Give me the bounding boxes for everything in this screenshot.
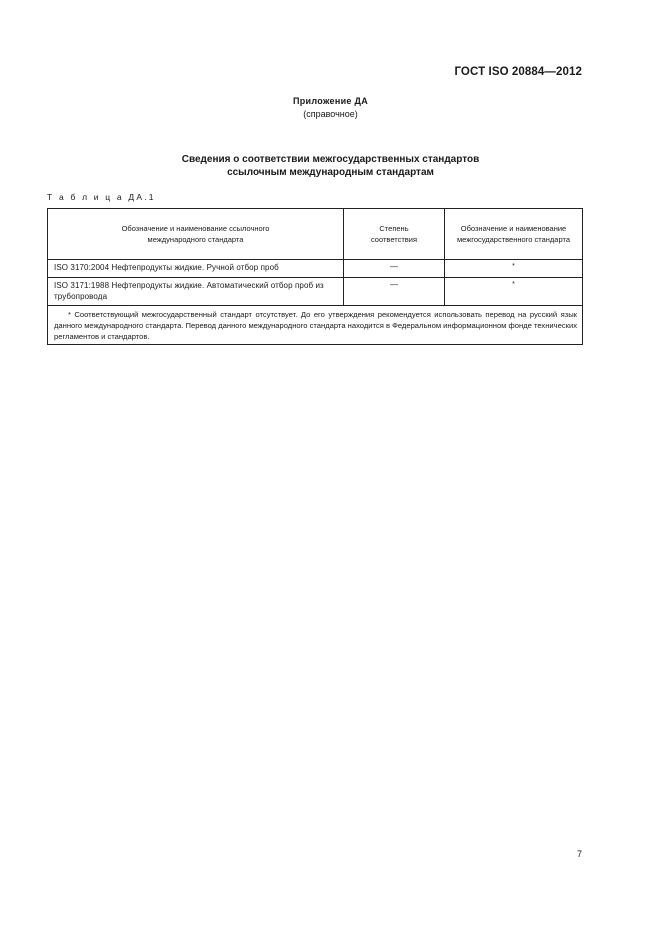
page-number: 7 <box>576 849 582 859</box>
table-row <box>48 278 583 306</box>
appendix-heading <box>0 95 661 121</box>
interstate-standard-cell: * <box>445 278 583 306</box>
interstate-standard-cell: * <box>445 260 583 278</box>
section-title-line-1: Сведения о соответствии межгосударственных стандартов <box>181 154 480 165</box>
table-row <box>48 260 583 278</box>
table-label: Т а б л и ц а ДА.1 <box>47 192 156 202</box>
appendix-title: Приложение ДА <box>292 96 369 106</box>
international-standard-cell: ISO 3170:2004 Нефтепродукты жидкие. Ручной отбор проб <box>48 260 344 278</box>
correspondence-table <box>47 208 583 345</box>
section-title-line-2: ссылочным международным стандартам <box>227 167 434 178</box>
table-header-row <box>48 209 583 260</box>
header-international-standard: Обозначение и наименование ссылочного международного стандарта <box>48 209 344 260</box>
appendix-subtitle: (справочное) <box>303 109 358 119</box>
degree-cell: — <box>344 260 445 278</box>
degree-cell: — <box>344 278 445 306</box>
header-degree-of-correspondence: Степень соответствия <box>344 209 445 260</box>
table-footnote: * Соответствующий межгосударственный стандарт отсутствует. До его утверждения рекомендуется использовать перевод на русский язык данного международного стандарта. Перевод данного международного стандарта находится в Федеральном информационном фонде технических регламентов и стандартов. <box>48 306 583 345</box>
document-standard-number: ГОСТ ISO 20884—2012 <box>454 66 582 78</box>
international-standard-cell: ISO 3171:1988 Нефтепродукты жидкие. Автоматический отбор проб из трубопровода <box>48 278 344 306</box>
header-interstate-standard: Обозначение и наименование межгосударственного стандарта <box>445 209 583 260</box>
section-title <box>0 153 661 179</box>
table-footnote-row <box>48 306 583 345</box>
